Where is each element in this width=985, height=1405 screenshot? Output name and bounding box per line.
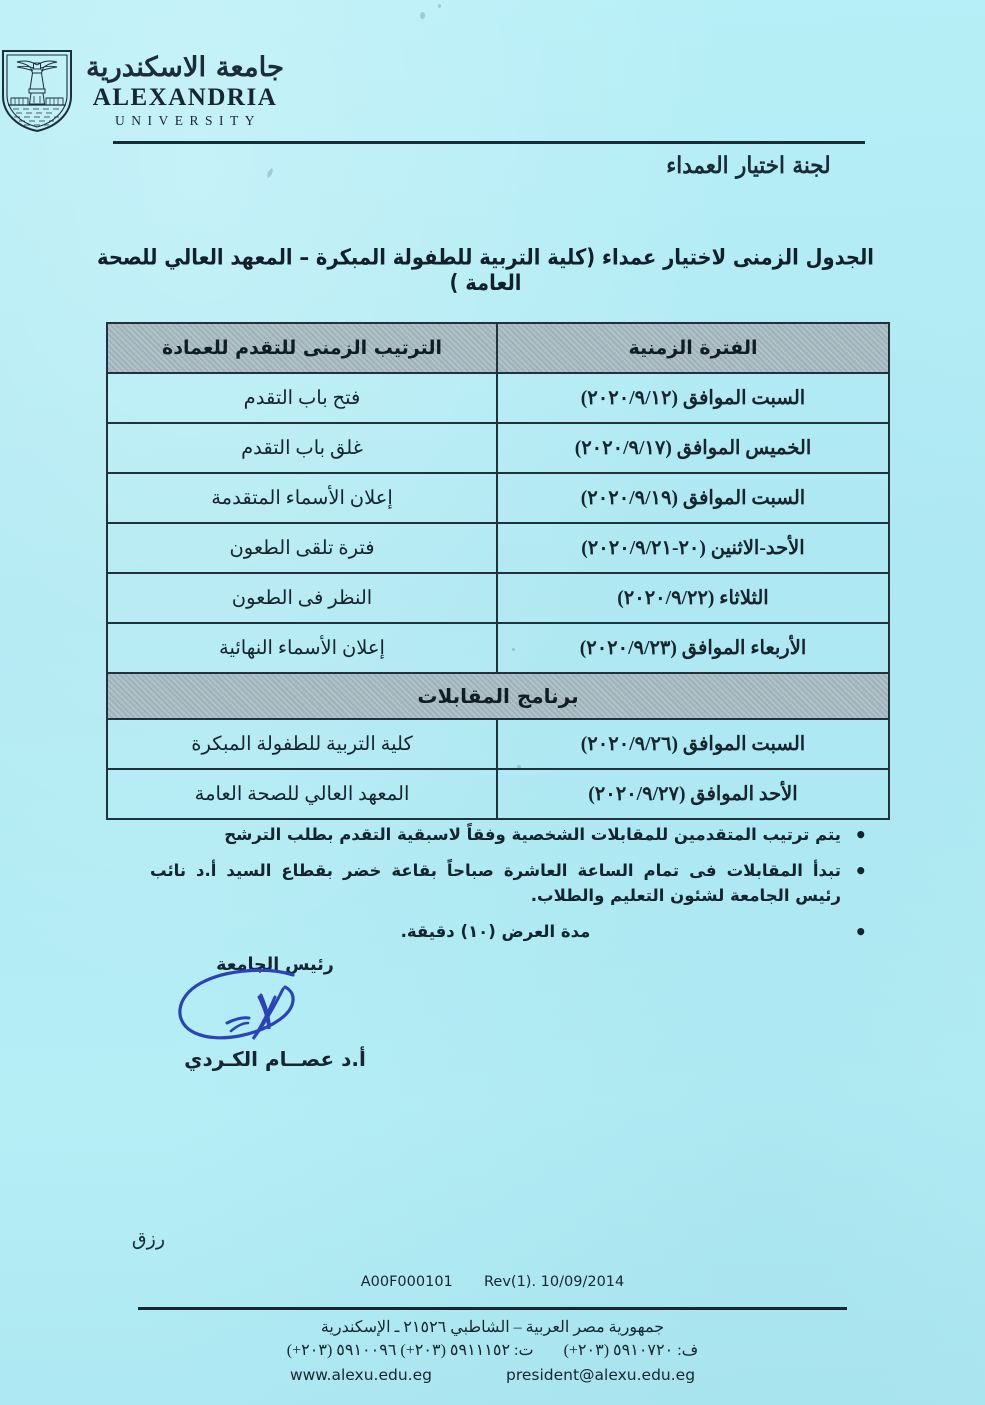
table-row [107, 423, 889, 473]
signatory-title: رئيس الجامعة [216, 955, 334, 975]
university-wordmark [86, 48, 285, 129]
footer-contact-numbers [0, 1339, 985, 1362]
cell-period: الأربعاء الموافق (٢٠٢٠/٩/٢٣) [497, 623, 889, 673]
note-item: • تبدأ المقابلات فى تمام الساعة العاشرة صباحاً بقاعة خضر بقطاع السيد أ.د نائب رئيس الجامعة لشئون التعليم والطلاب. [150, 858, 867, 908]
cell-period: الأحد-الاثنين (٢٠-٢٠٢٠/٩/٢١) [497, 523, 889, 573]
scan-speck [438, 4, 441, 8]
page-title: الجدول الزمنى لاختيار عمداء (كلية التربية للطفولة المبكرة – المعهد العالي للصحة العامة ) [97, 244, 874, 296]
footer-website[interactable]: www.alexu.edu.eg [289, 1366, 432, 1385]
footer-email[interactable]: president@alexu.edu.eg [505, 1366, 696, 1385]
document-code [0, 1274, 985, 1290]
alexandria-lighthouse-shield-icon [0, 48, 74, 134]
cell-period: السبت الموافق (٢٠٢٠/٩/٢٦) [497, 719, 889, 769]
schedule-table [106, 322, 890, 820]
table-row [107, 719, 889, 769]
table-header-row [107, 323, 889, 373]
committee-label: لجنة اختيار العمداء [666, 152, 831, 179]
cell-task: إعلان الأسماء المتقدمة [107, 473, 497, 523]
signatory-name: أ.د عصــام الكـردي [184, 1047, 366, 1071]
cell-period: الخميس الموافق (٢٠٢٠/٩/١٧) [497, 423, 889, 473]
column-header-task: الترتيب الزمنى للتقدم للعمادة [107, 323, 497, 373]
table-row [107, 769, 889, 819]
note-item: • يتم ترتيب المتقدمين للمقابلات الشخصية وفقاً لاسبقية التقدم بطلب الترشح [150, 822, 867, 847]
table-row [107, 573, 889, 623]
section-header-interviews: برنامج المقابلات [107, 673, 889, 719]
table-row [107, 373, 889, 423]
university-name-arabic: جامعة الاسكندرية [86, 52, 285, 83]
cell-period: السبت الموافق (٢٠٢٠/٩/١٩) [497, 473, 889, 523]
signature-block [160, 955, 390, 1071]
footer-tel: ت: ٥٩١١١٥٢ (٢٠٣+) ٥٩١٠٠٩٦ (٢٠٣+) [286, 1342, 534, 1360]
footer [0, 1316, 985, 1387]
cell-task: غلق باب التقدم [107, 423, 497, 473]
cell-task: كلية التربية للطفولة المبكرة [107, 719, 497, 769]
footer-address: جمهورية مصر العربية – الشاطبي ٢١٥٢٦ ـ الإسكندرية [320, 1319, 665, 1336]
cell-period: الأحد الموافق (٢٠٢٠/٩/٢٧) [497, 769, 889, 819]
scan-speck [420, 12, 425, 19]
table-row [107, 623, 889, 673]
cell-period: السبت الموافق (٢٠٢٠/٩/١٢) [497, 373, 889, 423]
cell-task: المعهد العالي للصحة العامة [107, 769, 497, 819]
column-header-period: الفترة الزمنية [497, 323, 889, 373]
clerk-initials: رزق [131, 1229, 165, 1250]
notes-list [150, 822, 867, 955]
table-row [107, 473, 889, 523]
document-code-id: A00F000101 [360, 1274, 453, 1290]
footer-web-contacts [0, 1364, 985, 1386]
header-divider [113, 141, 865, 144]
note-item: • مدة العرض (١٠) دقيقة. [150, 919, 867, 944]
table-section-header-row [107, 673, 889, 719]
document-code-revision: Rev(1). 10/09/2014 [484, 1274, 625, 1290]
university-subtitle-english: UNIVERSITY [115, 113, 262, 129]
cell-period: الثلاثاء (٢٠٢٠/٩/٢٢) [497, 573, 889, 623]
table-row [107, 523, 889, 573]
university-name-english: ALEXANDRIA [92, 84, 278, 112]
footer-fax: ف: ٥٩١٠٧٢٠ (٢٠٣+) [563, 1342, 699, 1360]
schedule-table-body [107, 323, 889, 819]
letterhead [0, 48, 930, 134]
cell-task: فتح باب التقدم [107, 373, 497, 423]
cell-task: النظر فى الطعون [107, 573, 497, 623]
cell-task: إعلان الأسماء النهائية [107, 623, 497, 673]
cell-task: فترة تلقى الطعون [107, 523, 497, 573]
footer-divider [138, 1307, 847, 1310]
scan-speck [266, 168, 274, 179]
